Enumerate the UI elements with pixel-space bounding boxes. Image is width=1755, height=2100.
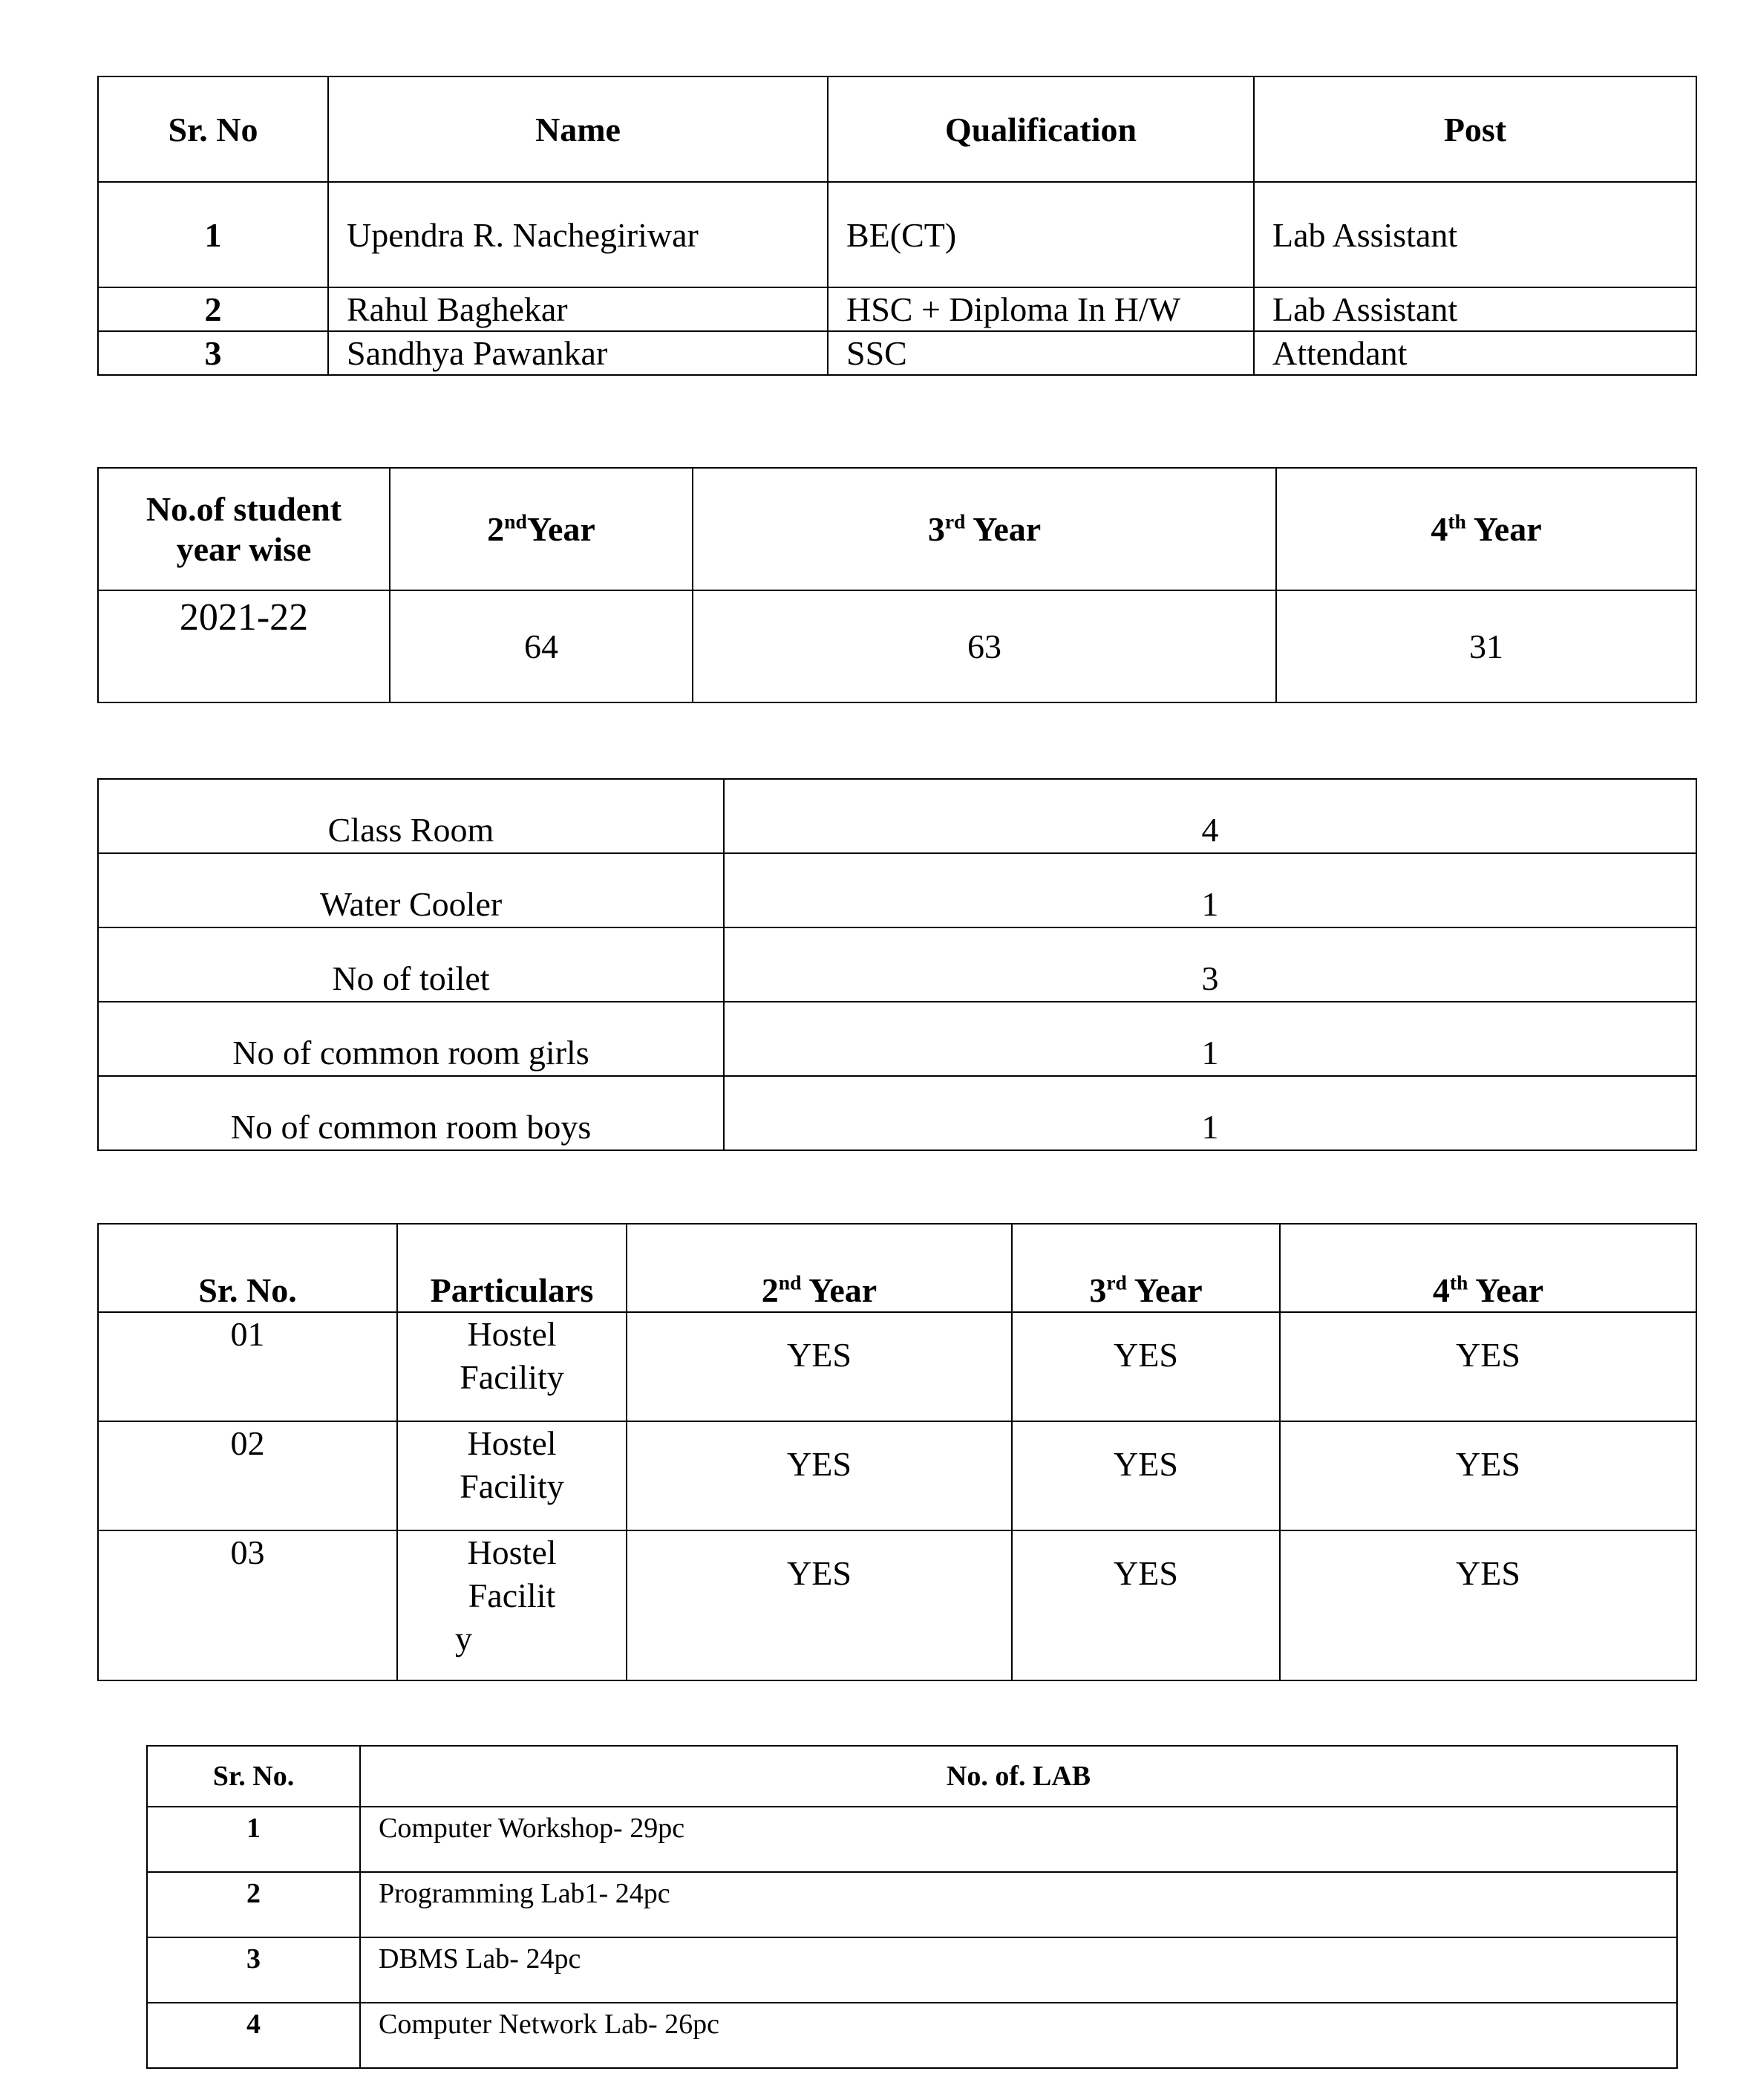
year-num: 2 bbox=[761, 1271, 779, 1309]
header-sr-no: Sr. No. bbox=[147, 1746, 360, 1807]
header-lab: No. of. LAB bbox=[360, 1746, 1677, 1807]
table-row bbox=[98, 779, 1696, 853]
cell-qualification: BE(CT) bbox=[828, 182, 1254, 287]
cell-particulars bbox=[397, 1421, 627, 1530]
cell-count: 4 bbox=[724, 779, 1696, 853]
table-header-row bbox=[98, 468, 1696, 590]
table-row bbox=[147, 2003, 1677, 2068]
cell-name: Sandhya Pawankar bbox=[328, 331, 828, 375]
lab-table bbox=[146, 1745, 1678, 2069]
header-sr-no: Sr. No bbox=[98, 76, 328, 182]
table-header-row bbox=[98, 1224, 1696, 1312]
year-num: 3 bbox=[927, 509, 945, 548]
cell-sr: 02 bbox=[98, 1421, 397, 1530]
cell-academic-year: 2021-22 bbox=[98, 590, 390, 702]
cell-facility: No of toilet bbox=[98, 927, 724, 1002]
cell-lab: Computer Network Lab- 26pc bbox=[360, 2003, 1677, 2068]
cell-name: Rahul Baghekar bbox=[328, 287, 828, 331]
year-word: Year bbox=[1134, 1271, 1203, 1309]
table-row bbox=[98, 1002, 1696, 1076]
header-2nd-year bbox=[627, 1224, 1012, 1312]
cell-2nd-year-count: 64 bbox=[390, 590, 693, 702]
year-word: Year bbox=[808, 1271, 878, 1309]
cell-2nd-year: YES bbox=[627, 1530, 1012, 1680]
cell-post: Lab Assistant bbox=[1254, 287, 1696, 331]
staff-table bbox=[97, 76, 1697, 376]
cell-4th-year-count: 31 bbox=[1276, 590, 1696, 702]
cell-3rd-year: YES bbox=[1012, 1312, 1280, 1421]
cell-lab: Computer Workshop- 29pc bbox=[360, 1807, 1677, 1872]
cell-name: Upendra R. Nachegiriwar bbox=[328, 182, 828, 287]
header-post: Post bbox=[1254, 76, 1696, 182]
header-sr-no: Sr. No. bbox=[98, 1224, 397, 1312]
header-name: Name bbox=[328, 76, 828, 182]
table-row bbox=[98, 287, 1696, 331]
year-num: 4 bbox=[1432, 1271, 1450, 1309]
cell-sr: 1 bbox=[98, 182, 328, 287]
header-3rd-year bbox=[1012, 1224, 1280, 1312]
cell-2nd-year: YES bbox=[627, 1312, 1012, 1421]
cell-facility: Water Cooler bbox=[98, 853, 724, 927]
table-row bbox=[98, 331, 1696, 375]
cell-sr: 03 bbox=[98, 1530, 397, 1680]
year-num: 3 bbox=[1089, 1271, 1107, 1309]
table-header-row bbox=[147, 1746, 1677, 1807]
cell-count: 1 bbox=[724, 1002, 1696, 1076]
particulars-line: Hostel bbox=[467, 1315, 557, 1353]
particulars-line: Facility bbox=[460, 1467, 564, 1505]
cell-facility: Class Room bbox=[98, 779, 724, 853]
cell-sr: 2 bbox=[147, 1872, 360, 1937]
facilities-table bbox=[97, 778, 1697, 1151]
table-header-row bbox=[98, 76, 1696, 182]
header-particulars: Particulars bbox=[397, 1224, 627, 1312]
cell-particulars bbox=[397, 1312, 627, 1421]
table-row bbox=[98, 927, 1696, 1002]
cell-sr: 01 bbox=[98, 1312, 397, 1421]
cell-qualification: HSC + Diploma In H/W bbox=[828, 287, 1254, 331]
header-line: year wise bbox=[176, 529, 312, 568]
cell-4th-year: YES bbox=[1280, 1530, 1696, 1680]
particulars-line: y bbox=[455, 1620, 472, 1657]
table-row bbox=[98, 1421, 1696, 1530]
cell-4th-year: YES bbox=[1280, 1312, 1696, 1421]
particulars-line: Hostel bbox=[467, 1424, 557, 1462]
cell-3rd-year: YES bbox=[1012, 1530, 1280, 1680]
table-row bbox=[98, 182, 1696, 287]
cell-count: 3 bbox=[724, 927, 1696, 1002]
header-student-count bbox=[98, 468, 390, 590]
cell-post: Lab Assistant bbox=[1254, 182, 1696, 287]
header-4th-year bbox=[1276, 468, 1696, 590]
particulars-line: Facilit bbox=[468, 1576, 556, 1614]
table-row bbox=[98, 853, 1696, 927]
cell-qualification: SSC bbox=[828, 331, 1254, 375]
header-3rd-year bbox=[693, 468, 1276, 590]
cell-sr: 4 bbox=[147, 2003, 360, 2068]
header-line: No.of student bbox=[146, 489, 342, 528]
table-row bbox=[98, 590, 1696, 702]
cell-3rd-year: YES bbox=[1012, 1421, 1280, 1530]
year-word: Year bbox=[526, 509, 595, 548]
year-suffix: rd bbox=[944, 509, 966, 533]
year-suffix: rd bbox=[1106, 1271, 1127, 1294]
year-num: 2 bbox=[487, 509, 505, 548]
cell-particulars bbox=[397, 1530, 627, 1680]
year-suffix: nd bbox=[504, 509, 527, 533]
year-word: Year bbox=[973, 509, 1042, 548]
header-qualification: Qualification bbox=[828, 76, 1254, 182]
particulars-line: Facility bbox=[460, 1358, 564, 1396]
table-row bbox=[147, 1872, 1677, 1937]
table-row bbox=[98, 1312, 1696, 1421]
cell-count: 1 bbox=[724, 1076, 1696, 1150]
cell-facility: No of common room boys bbox=[98, 1076, 724, 1150]
cell-2nd-year: YES bbox=[627, 1421, 1012, 1530]
cell-3rd-year-count: 63 bbox=[693, 590, 1276, 702]
cell-sr: 2 bbox=[98, 287, 328, 331]
table-row bbox=[147, 1807, 1677, 1872]
header-2nd-year bbox=[390, 468, 693, 590]
year-word: Year bbox=[1475, 1271, 1544, 1309]
table-row bbox=[147, 1937, 1677, 2003]
hostel-table bbox=[97, 1223, 1697, 1681]
cell-4th-year: YES bbox=[1280, 1421, 1696, 1530]
header-4th-year bbox=[1280, 1224, 1696, 1312]
year-word: Year bbox=[1473, 509, 1542, 548]
table-row bbox=[98, 1076, 1696, 1150]
year-num: 4 bbox=[1431, 509, 1448, 548]
year-suffix: nd bbox=[778, 1271, 802, 1294]
students-table bbox=[97, 467, 1697, 703]
cell-count: 1 bbox=[724, 853, 1696, 927]
cell-lab: Programming Lab1- 24pc bbox=[360, 1872, 1677, 1937]
year-suffix: th bbox=[1448, 509, 1466, 533]
particulars-line: Hostel bbox=[467, 1533, 557, 1571]
cell-sr: 3 bbox=[98, 331, 328, 375]
table-row bbox=[98, 1530, 1696, 1680]
cell-post: Attendant bbox=[1254, 331, 1696, 375]
cell-lab: DBMS Lab- 24pc bbox=[360, 1937, 1677, 2003]
cell-sr: 1 bbox=[147, 1807, 360, 1872]
cell-facility: No of common room girls bbox=[98, 1002, 724, 1076]
cell-sr: 3 bbox=[147, 1937, 360, 2003]
year-suffix: th bbox=[1449, 1271, 1468, 1294]
